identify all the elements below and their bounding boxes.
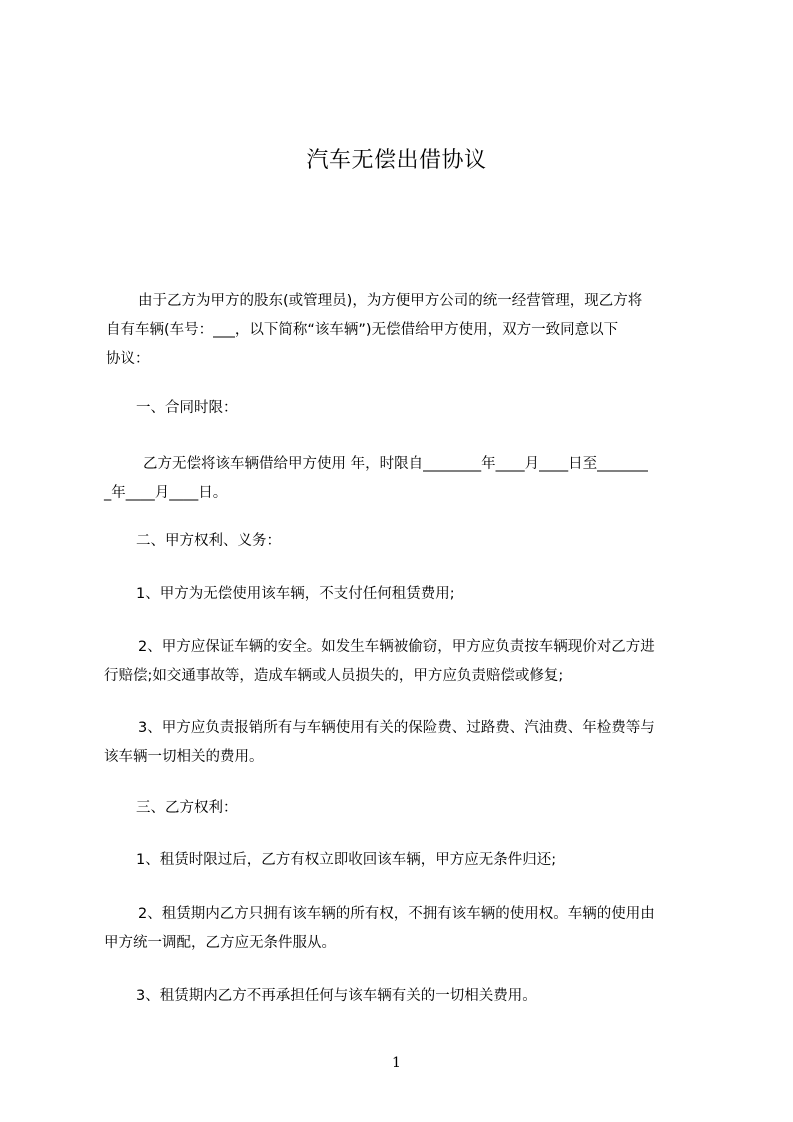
section-1-line-2: _年____月____日。 — [104, 485, 228, 501]
section-1-line-1: 乙方无偿将该车辆借给甲方使用 年，时限自________年____月____日至_______ — [143, 456, 648, 472]
section-2-item-2-line-1: 2、甲方应保证车辆的安全。如发生车辆被偷窃，甲方应负责按车辆现价对乙方进 — [138, 639, 655, 655]
preamble-line-1: 由于乙方为甲方的股东(或管理员)，为方便甲方公司的统一经营管理，现乙方将 — [138, 293, 643, 309]
section-2-item-2-line-2: 行赔偿;如交通事故等，造成车辆或人员损失的，甲方应负责赔偿或修复; — [104, 668, 564, 684]
preamble-line-3: 协议： — [106, 351, 150, 367]
section-3-item-3: 3、租赁期内乙方不再承担任何与该车辆有关的一切相关费用。 — [136, 988, 537, 1004]
section-2-item-1: 1、甲方为无偿使用该车辆，不支付任何租赁费用; — [136, 586, 455, 602]
section-3-heading: 三、乙方权利： — [136, 800, 238, 816]
page-number: 1 — [392, 1055, 401, 1071]
document-title: 汽车无偿出借协议 — [306, 148, 487, 173]
preamble-line-2: 自有车辆(车号：___，以下简称“该车辆”)无偿借给甲方使用，双方一致同意以下 — [106, 322, 619, 338]
section-2-item-3-line-1: 3、甲方应负责报销所有与车辆使用有关的保险费、过路费、汽油费、年检费等与 — [138, 720, 655, 736]
section-2-item-3-line-2: 该车辆一切相关的费用。 — [104, 749, 264, 765]
section-3-item-2-line-1: 2、租赁期内乙方只拥有该车辆的所有权，不拥有该车辆的使用权。车辆的使用由 — [138, 906, 655, 922]
section-3-item-2-line-2: 甲方统一调配，乙方应无条件服从。 — [104, 935, 336, 951]
section-3-item-1: 1、租赁时限过后，乙方有权立即收回该车辆，甲方应无条件归还; — [136, 852, 557, 868]
section-1-heading: 一、合同时限： — [136, 400, 238, 416]
section-2-heading: 二、甲方权利、义务： — [136, 533, 281, 549]
